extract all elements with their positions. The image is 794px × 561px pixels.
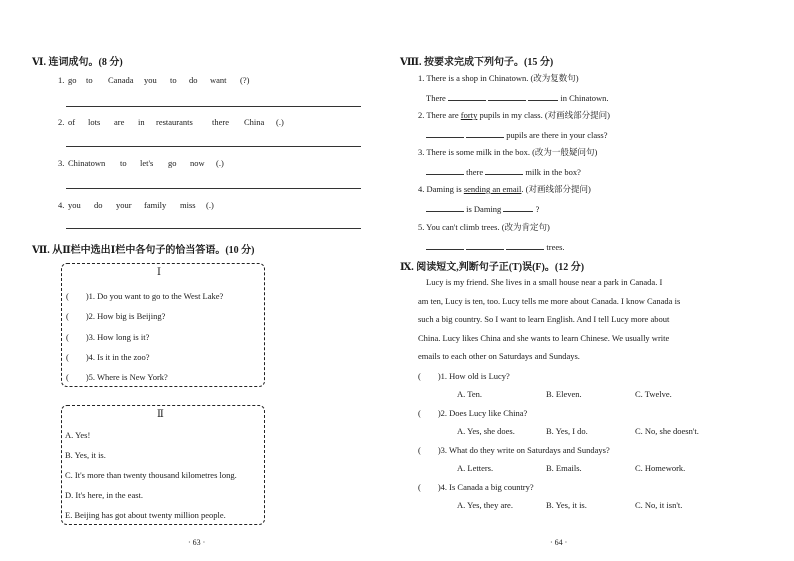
list-item: ( )4. Is it in the zoo? bbox=[66, 352, 150, 362]
blank[interactable] bbox=[426, 165, 464, 175]
reorder-question-4 bbox=[58, 200, 358, 210]
blank[interactable] bbox=[528, 91, 558, 101]
answer-2 bbox=[426, 128, 608, 140]
question-4 bbox=[418, 183, 591, 195]
answer-line[interactable] bbox=[66, 188, 361, 189]
word: there bbox=[212, 117, 229, 127]
page-number: · 63 · bbox=[188, 538, 206, 547]
blank[interactable] bbox=[426, 128, 464, 138]
word: go bbox=[168, 158, 177, 168]
answer-text: there bbox=[466, 167, 484, 177]
list-item: A. Yes! bbox=[65, 430, 91, 440]
question-number: 2. bbox=[58, 117, 65, 127]
underlined-text: sending an email bbox=[463, 184, 522, 194]
option[interactable]: B. Emails. bbox=[546, 463, 582, 473]
word: to bbox=[120, 158, 127, 168]
column-one-title: Ⅰ bbox=[157, 267, 161, 278]
reading-question-2: ( )2. Does Lucy like China? bbox=[418, 408, 528, 418]
word: China bbox=[244, 117, 265, 127]
word: your bbox=[116, 200, 132, 210]
word: (.) bbox=[276, 117, 284, 127]
option[interactable]: A. Yes, she does. bbox=[457, 426, 515, 436]
column-two-box bbox=[61, 405, 265, 525]
answer-text: in Chinatown. bbox=[560, 93, 609, 103]
reading-question-1: ( )1. How old is Lucy? bbox=[418, 371, 510, 381]
answer-line[interactable] bbox=[66, 228, 361, 229]
list-item: E. Beijing has got about twenty million people. bbox=[65, 510, 226, 520]
list-item: ( )2. How big is Beijing? bbox=[66, 311, 166, 321]
word: you bbox=[68, 200, 81, 210]
option[interactable]: B. Yes, it is. bbox=[546, 500, 587, 510]
answer-text: trees. bbox=[546, 242, 565, 252]
option[interactable]: C. Twelve. bbox=[635, 389, 672, 399]
question-text: 4. Daming is bbox=[418, 184, 464, 194]
list-item: ( )5. Where is New York? bbox=[66, 372, 168, 382]
underlined-text: forty bbox=[460, 110, 478, 120]
column-one-box bbox=[61, 263, 265, 387]
word: of bbox=[68, 117, 76, 127]
section-7-title: Ⅶ. 从Ⅱ栏中选出Ⅰ栏中各句子的恰当答语。(10 分) bbox=[32, 245, 255, 256]
list-item: ( )1. Do you want to go to the West Lake? bbox=[66, 291, 224, 301]
word: let's bbox=[140, 158, 154, 168]
word: (?) bbox=[240, 75, 250, 85]
question-number: 4. bbox=[58, 200, 65, 210]
word: Canada bbox=[108, 75, 134, 85]
reading-question-3: ( )3. What do they write on Saturdays and Sundays? bbox=[418, 445, 610, 455]
question-5: 5. You can't climb trees. (改为肯定句) bbox=[418, 222, 550, 232]
question-text: . (对画线部分提问) bbox=[521, 184, 591, 194]
passage-line: such a big country. So I want to learn English. And I tell Lucy more about bbox=[418, 314, 670, 324]
blank[interactable] bbox=[466, 128, 504, 138]
reading-question-4: ( )4. Is Canada a big country? bbox=[418, 482, 534, 492]
word: (.) bbox=[216, 158, 224, 168]
reorder-question-1 bbox=[58, 75, 358, 85]
word: do bbox=[189, 75, 198, 85]
passage-line: China. Lucy likes China and she wants to learn Chinese. We usually write bbox=[418, 333, 670, 343]
answer-line[interactable] bbox=[66, 146, 361, 147]
word: in bbox=[138, 117, 145, 127]
word: lots bbox=[88, 117, 101, 127]
blank[interactable] bbox=[448, 91, 486, 101]
list-item: C. It's more than twenty thousand kilometres long. bbox=[65, 470, 237, 480]
blank[interactable] bbox=[466, 240, 504, 250]
blank[interactable] bbox=[506, 240, 544, 250]
option[interactable]: A. Yes, they are. bbox=[457, 500, 513, 510]
answer-5 bbox=[426, 240, 565, 252]
answer-text: is Daming bbox=[466, 204, 502, 214]
list-item: D. It's here, in the east. bbox=[65, 490, 144, 500]
option[interactable]: C. Homework. bbox=[635, 463, 686, 473]
option[interactable]: C. No, she doesn't. bbox=[635, 426, 699, 436]
word: now bbox=[190, 158, 205, 168]
question-number: 1. bbox=[58, 75, 65, 85]
word: (.) bbox=[206, 200, 214, 210]
option[interactable]: C. No, it isn't. bbox=[635, 500, 683, 510]
blank[interactable] bbox=[503, 202, 533, 212]
section-6-title: Ⅵ. 连词成句。(8 分) bbox=[32, 57, 123, 68]
question-3: 3. There is some milk in the box. (改为一般疑问句) bbox=[418, 147, 598, 157]
blank[interactable] bbox=[426, 202, 464, 212]
word: want bbox=[210, 75, 227, 85]
word: restaurants bbox=[156, 117, 193, 127]
answer-3 bbox=[426, 165, 581, 177]
list-item: ( )3. How long is it? bbox=[66, 332, 150, 342]
passage-line: Lucy is my friend. She lives in a small house near a park in Canada. I bbox=[426, 277, 663, 287]
word: Chinatown bbox=[68, 158, 106, 168]
list-item: B. Yes, it is. bbox=[65, 450, 106, 460]
option[interactable]: B. Yes, I do. bbox=[546, 426, 588, 436]
answer-line[interactable] bbox=[66, 106, 361, 107]
question-2 bbox=[418, 109, 610, 121]
passage-line: am ten, Lucy is ten, too. Lucy tells me more about Canada. I know Canada is bbox=[418, 296, 681, 306]
question-1: 1. There is a shop in Chinatown. (改为复数句) bbox=[418, 73, 579, 83]
answer-text: pupils are there in your class? bbox=[506, 130, 608, 140]
answer-4 bbox=[426, 202, 539, 214]
passage-line: emails to each other on Saturdays and Sundays. bbox=[418, 351, 580, 361]
word: family bbox=[144, 200, 167, 210]
word: are bbox=[114, 117, 125, 127]
question-text: 2. There are bbox=[418, 110, 461, 120]
word: to bbox=[170, 75, 177, 85]
blank[interactable] bbox=[485, 165, 523, 175]
word: do bbox=[94, 200, 103, 210]
blank[interactable] bbox=[426, 240, 464, 250]
answer-1 bbox=[426, 91, 609, 103]
question-number: 3. bbox=[58, 158, 65, 168]
option[interactable]: A. Letters. bbox=[457, 463, 494, 473]
word: to bbox=[86, 75, 93, 85]
section-9-title: Ⅸ. 阅读短文,判断句子正(T)误(F)。(12 分) bbox=[400, 262, 585, 273]
answer-text: ? bbox=[535, 204, 540, 214]
right-page bbox=[397, 0, 794, 561]
answer-text: milk in the box? bbox=[525, 167, 581, 177]
section-8-title: Ⅷ. 按要求完成下列句子。(15 分) bbox=[400, 57, 554, 68]
page-number: · 64 · bbox=[550, 538, 568, 547]
reorder-question-3 bbox=[58, 158, 358, 168]
word: you bbox=[144, 75, 157, 85]
reorder-question-2 bbox=[58, 117, 358, 127]
answer-text: There bbox=[426, 93, 446, 103]
blank[interactable] bbox=[488, 91, 526, 101]
word: go bbox=[68, 75, 77, 85]
option[interactable]: A. Ten. bbox=[457, 389, 482, 399]
column-two-title: Ⅱ bbox=[157, 409, 164, 420]
option[interactable]: B. Eleven. bbox=[546, 389, 582, 399]
word: miss bbox=[180, 200, 196, 210]
question-text: pupils in my class. (对画线部分提问) bbox=[477, 110, 611, 120]
